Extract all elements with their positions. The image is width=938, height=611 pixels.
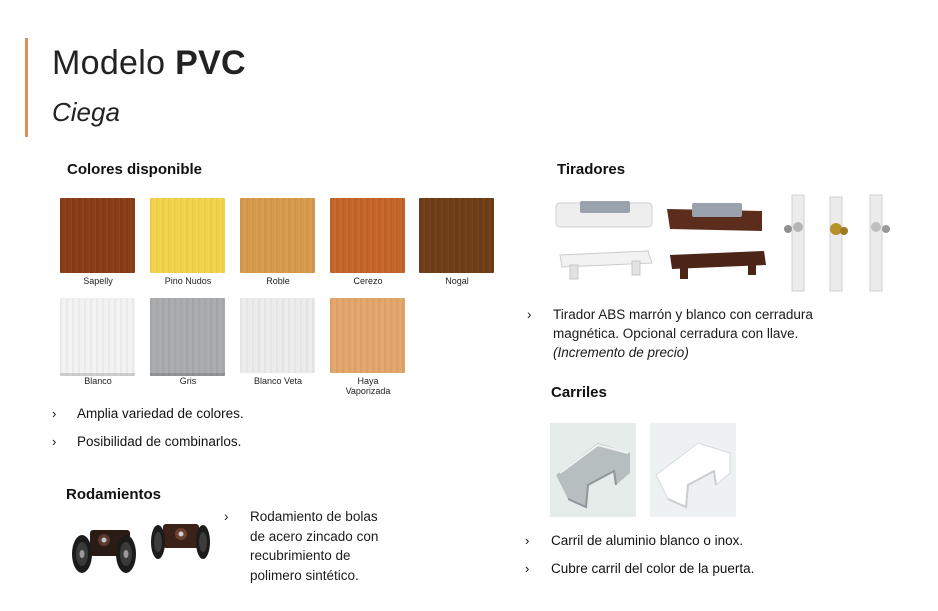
color-swatch — [240, 198, 315, 273]
color-swatch — [150, 198, 225, 273]
carriles-bullet-1: › Carril de aluminio blanco o inox. — [525, 533, 744, 548]
tiradores-bullet: › Tirador ABS marrón y blanco con cerradura magnética. Opcional cerradura con llave. (Incremento de precio) — [527, 307, 813, 360]
colores-bullet-1: › Amplia variedad de colores. — [52, 406, 244, 421]
lock-plate-1 — [784, 195, 804, 291]
color-swatch — [419, 198, 494, 273]
tirador-white-top — [556, 201, 652, 227]
carril-aluminio-image — [550, 423, 636, 517]
accent-bar — [25, 38, 28, 137]
color-swatch-label: Roble — [266, 276, 290, 286]
colores-bullet-2: › Posibilidad de combinarlos. — [52, 434, 242, 449]
tiradores-image — [552, 193, 897, 293]
page-title: Modelo PVC — [52, 44, 246, 82]
colores-heading: Colores disponible — [67, 161, 203, 178]
color-swatch-label: Nogal — [445, 276, 469, 286]
bullet-mark-icon: › — [525, 561, 530, 576]
rodamientos-heading: Rodamientos — [66, 486, 162, 503]
rodamiento-image — [68, 512, 218, 580]
page-subtitle: Ciega — [52, 97, 120, 127]
lock-plate-3 — [870, 195, 890, 291]
bullet-mark-icon: › — [527, 307, 532, 322]
rodamientos-bullet: › Rodamiento de bolas de acero zincado con recubrimiento de polimero sintético. — [224, 509, 379, 583]
lock-plate-2 — [830, 197, 848, 291]
color-swatch — [330, 298, 405, 373]
tirador-brown-top — [667, 203, 762, 231]
roller-left — [72, 530, 136, 573]
color-swatch — [60, 198, 135, 273]
carriles-bullet-2: › Cubre carril del color de la puerta. — [525, 561, 755, 576]
color-swatch-label: Cerezo — [353, 276, 383, 286]
color-swatch-label: Haya Vaporizada — [345, 376, 391, 396]
tirador-white-bottom — [560, 251, 652, 279]
bullet-mark-icon: › — [525, 533, 530, 548]
bullet-mark-icon: › — [224, 509, 229, 524]
carriles-heading: Carriles — [551, 384, 607, 401]
color-swatch-label: Blanco Veta — [253, 376, 303, 386]
tiradores-heading: Tiradores — [557, 161, 626, 178]
color-swatch — [150, 298, 225, 376]
carril-blanco-image — [650, 423, 736, 517]
color-swatch-label: Sapelly — [83, 276, 113, 286]
color-swatch — [330, 198, 405, 273]
color-swatch — [240, 298, 315, 373]
color-swatch-label: Gris — [179, 376, 197, 386]
tirador-brown-bottom — [670, 251, 766, 279]
color-swatch — [60, 298, 135, 376]
bullet-mark-icon: › — [52, 406, 57, 421]
color-swatch-label: Pino Nudos — [164, 276, 212, 286]
color-swatch-label: Blanco — [84, 376, 112, 386]
bullet-mark-icon: › — [52, 434, 57, 449]
roller-right — [151, 524, 210, 559]
